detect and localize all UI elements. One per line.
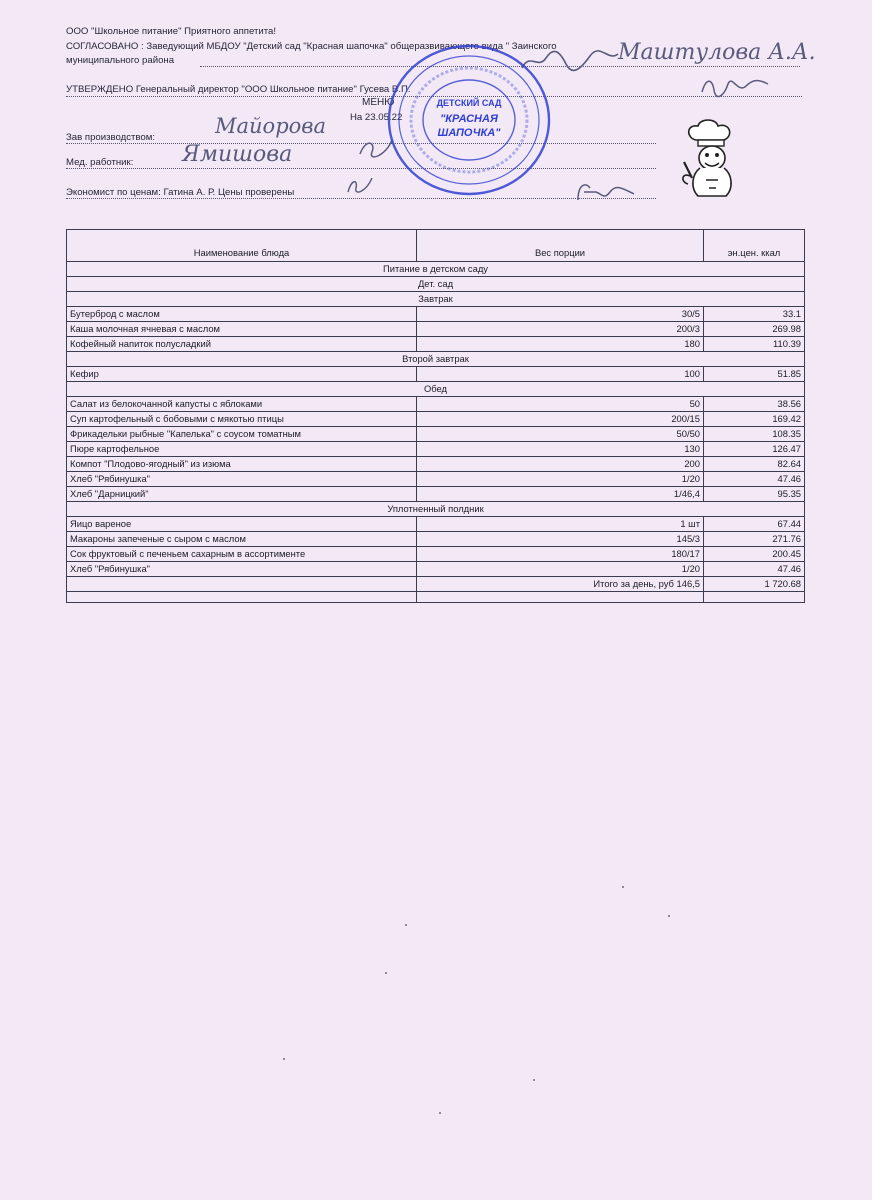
portion-weight-cell: 180 bbox=[417, 337, 704, 352]
stamp-text-line2: "КРАСНАЯ bbox=[440, 113, 498, 125]
production-label: Зав производством: bbox=[66, 132, 156, 143]
section-row bbox=[67, 502, 805, 517]
section-row bbox=[67, 292, 805, 307]
section-label: Обед bbox=[67, 382, 805, 397]
dish-name-cell: Салат из белокочанной капусты с яблоками bbox=[67, 397, 417, 412]
energy-value-cell: 1 720.68 bbox=[704, 577, 805, 592]
energy-value-cell: 47.46 bbox=[704, 562, 805, 577]
energy-value-cell: 38.56 bbox=[704, 397, 805, 412]
portion-weight-cell: 200 bbox=[417, 457, 704, 472]
table-row bbox=[67, 547, 805, 562]
table-row bbox=[67, 577, 805, 592]
energy-value-cell: 110.39 bbox=[704, 337, 805, 352]
table-row bbox=[67, 397, 805, 412]
energy-value-cell: 269.98 bbox=[704, 322, 805, 337]
portion-weight-cell: 1/20 bbox=[417, 562, 704, 577]
table-row bbox=[67, 562, 805, 577]
energy-value-cell: 82.64 bbox=[704, 457, 805, 472]
dish-name-cell: Фрикадельки рыбные "Капелька" с соусом томатным bbox=[67, 427, 417, 442]
blank-row bbox=[67, 592, 805, 603]
dish-name-cell: Пюре картофельное bbox=[67, 442, 417, 457]
energy-value-cell: 33.1 bbox=[704, 307, 805, 322]
section-label: Второй завтрак bbox=[67, 352, 805, 367]
portion-weight-cell: 1/46,4 bbox=[417, 487, 704, 502]
portion-weight-cell: 130 bbox=[417, 442, 704, 457]
energy-value-cell: 169.42 bbox=[704, 412, 805, 427]
table-row bbox=[67, 367, 805, 382]
signature-medic: Ямишова bbox=[182, 142, 293, 167]
table-row bbox=[67, 517, 805, 532]
table-row bbox=[67, 412, 805, 427]
energy-value-cell: 51.85 bbox=[704, 367, 805, 382]
stamp-text-line3: ШАПОЧКА" bbox=[437, 127, 501, 139]
scan-speck bbox=[622, 886, 624, 888]
dish-name-cell bbox=[67, 577, 417, 592]
organization-stamp-icon bbox=[385, 42, 553, 198]
company-line: ООО "Школьное питание" Приятного аппетита! bbox=[66, 26, 277, 37]
dish-name-cell: Каша молочная ячневая с маслом bbox=[67, 322, 417, 337]
table-row bbox=[67, 307, 805, 322]
dish-name-cell: Суп картофельный с бобовыми с мякотью птицы bbox=[67, 412, 417, 427]
blank-cell bbox=[704, 592, 805, 603]
signature-line-medic bbox=[66, 168, 656, 169]
table-row bbox=[67, 442, 805, 457]
chef-logo-icon bbox=[676, 118, 744, 200]
signature-scribble-icon bbox=[698, 72, 770, 100]
menu-table bbox=[66, 229, 805, 603]
portion-weight-cell: 50 bbox=[417, 397, 704, 412]
district-line: муниципального района bbox=[66, 55, 175, 66]
portion-weight-cell: 50/50 bbox=[417, 427, 704, 442]
portion-weight-cell: 1/20 bbox=[417, 472, 704, 487]
section-label: Уплотненный полдник bbox=[67, 502, 805, 517]
section-row bbox=[67, 352, 805, 367]
signature-line-economist bbox=[66, 198, 656, 199]
stamp-text-line1: ДЕТСКИЙ САД bbox=[436, 98, 502, 108]
energy-value-cell: 95.35 bbox=[704, 487, 805, 502]
dish-name-cell: Яицо вареное bbox=[67, 517, 417, 532]
scan-speck bbox=[668, 915, 670, 917]
portion-weight-cell: 100 bbox=[417, 367, 704, 382]
energy-value-cell: 47.46 bbox=[704, 472, 805, 487]
signature-scribble-icon bbox=[572, 178, 638, 206]
energy-value-cell: 126.47 bbox=[704, 442, 805, 457]
agreed-line: СОГЛАСОВАНО : Заведующий МБДОУ "Детский сад "Красная шапочка" общеразвивающего вида " Заинского bbox=[66, 41, 557, 52]
portion-weight-cell: 180/17 bbox=[417, 547, 704, 562]
energy-value-cell: 271.76 bbox=[704, 532, 805, 547]
portion-weight-cell: 1 шт bbox=[417, 517, 704, 532]
section-row bbox=[67, 262, 805, 277]
table-row bbox=[67, 427, 805, 442]
dish-name-cell: Хлеб "Рябинушка" bbox=[67, 562, 417, 577]
signature-scribble-icon bbox=[344, 174, 374, 196]
portion-weight-cell: 200/3 bbox=[417, 322, 704, 337]
table-row bbox=[67, 532, 805, 547]
table-row bbox=[67, 457, 805, 472]
energy-value-cell: 67.44 bbox=[704, 517, 805, 532]
section-row bbox=[67, 277, 805, 292]
scan-speck bbox=[405, 924, 407, 926]
dish-name-cell: Макароны запеченые с сыром с маслом bbox=[67, 532, 417, 547]
energy-value-cell: 200.45 bbox=[704, 547, 805, 562]
scan-speck bbox=[533, 1079, 535, 1081]
economist-line: Экономист по ценам: Гатина А. Р. Цены проверены bbox=[66, 187, 295, 198]
portion-weight-cell: 200/15 bbox=[417, 412, 704, 427]
approved-line: УТВЕРЖДЕНО Генеральный директор "ООО Школьное питание" Гусева В.П. bbox=[66, 84, 411, 95]
blank-cell bbox=[417, 592, 704, 603]
dish-name-cell: Сок фруктовый с печеньем сахарным в ассортименте bbox=[67, 547, 417, 562]
portion-weight-cell: 30/5 bbox=[417, 307, 704, 322]
signature-director: Маштулова А.А. bbox=[618, 40, 816, 65]
dish-name-cell: Компот "Плодово-ягодный" из изюма bbox=[67, 457, 417, 472]
table-row bbox=[67, 337, 805, 352]
section-label: Дет. сад bbox=[67, 277, 805, 292]
dish-name-cell: Кефир bbox=[67, 367, 417, 382]
energy-value-cell: 108.35 bbox=[704, 427, 805, 442]
section-label: Завтрак bbox=[67, 292, 805, 307]
signature-production: Майорова bbox=[215, 114, 327, 138]
column-header-name: Наименование блюда bbox=[67, 230, 417, 262]
scan-speck bbox=[283, 1058, 285, 1060]
scan-speck bbox=[439, 1112, 441, 1114]
portion-weight-cell: Итого за день, руб 146,5 bbox=[417, 577, 704, 592]
blank-cell bbox=[67, 592, 417, 603]
table-row bbox=[67, 472, 805, 487]
dish-name-cell: Хлеб "Рябинушка" bbox=[67, 472, 417, 487]
table-row bbox=[67, 487, 805, 502]
dish-name-cell: Бутерброд с маслом bbox=[67, 307, 417, 322]
table-header-row bbox=[67, 230, 805, 262]
column-header-weight: Вес порции bbox=[417, 230, 704, 262]
column-header-kcal: эн.цен. ккал bbox=[704, 230, 805, 262]
section-row bbox=[67, 382, 805, 397]
dish-name-cell: Кофейный напиток полусладкий bbox=[67, 337, 417, 352]
table-row bbox=[67, 322, 805, 337]
scan-speck bbox=[385, 972, 387, 974]
portion-weight-cell: 145/3 bbox=[417, 532, 704, 547]
dish-name-cell: Хлеб "Дарницкий" bbox=[67, 487, 417, 502]
menu-title: МЕНЮ bbox=[362, 97, 395, 108]
section-label: Питание в детском саду bbox=[67, 262, 805, 277]
medic-label: Мед. работник: bbox=[66, 157, 134, 168]
menu-date: На 23.05.22 bbox=[350, 112, 403, 123]
